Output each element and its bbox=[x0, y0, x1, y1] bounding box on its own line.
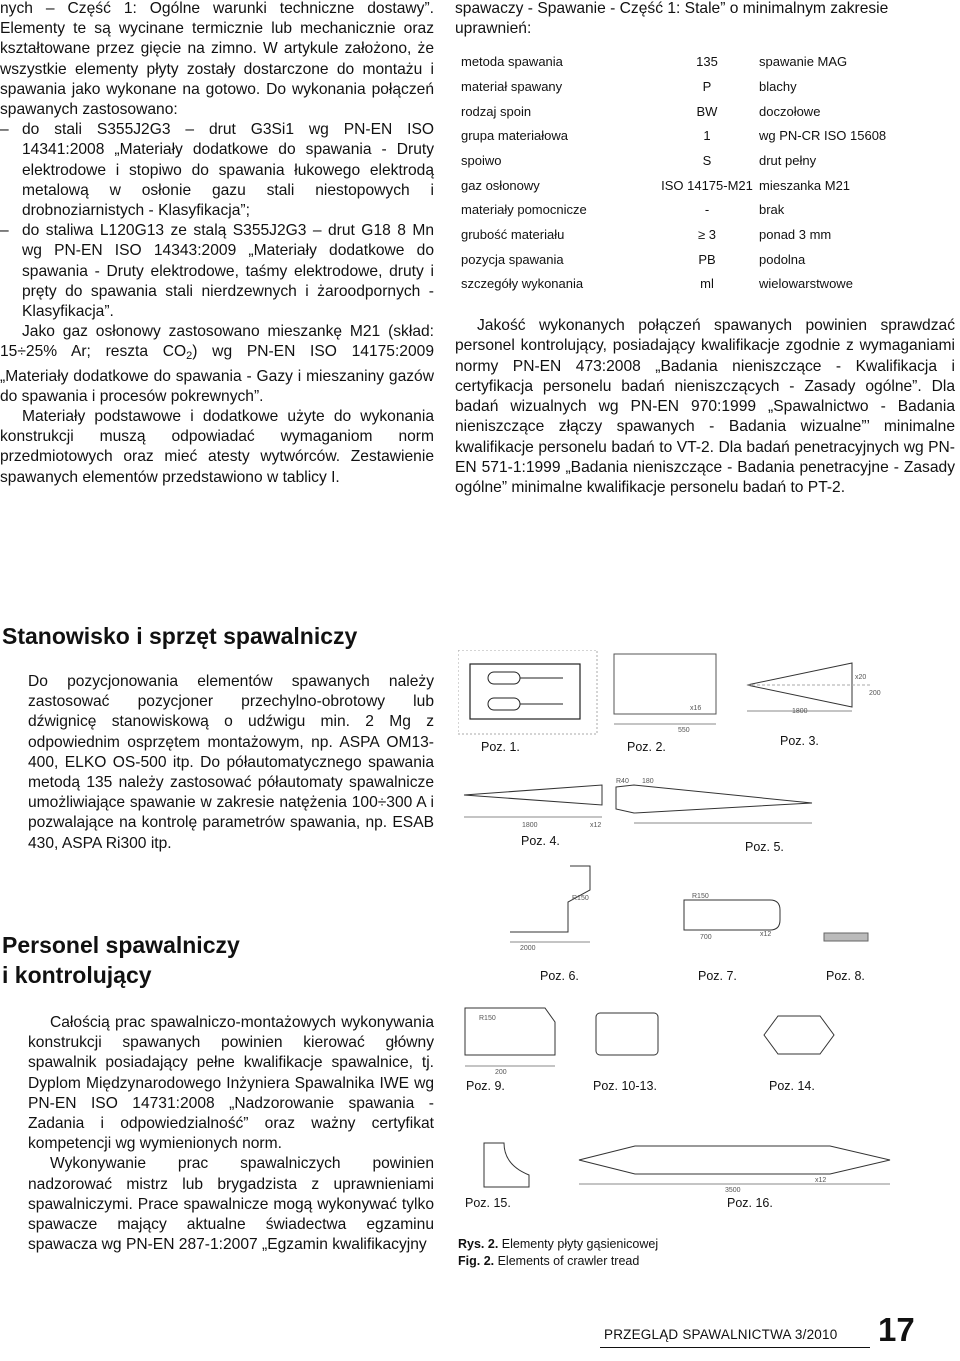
list-item: – do stali S355J2G3 – drut G3Si1 wg PN-EN ISO 14341:2008 „Materiały dodatkowe do spawania - Druty elektrodowe i stopiwo do spawania łukowego elektrodą metalową w osłonie gazu stali niestopowych i drobnoziarnistych - Klasyfikacja”; bbox=[0, 120, 434, 221]
figure-label: Poz. 1. bbox=[481, 740, 520, 754]
table-row bbox=[461, 49, 949, 74]
table-cell: metoda spawania bbox=[461, 54, 563, 70]
text-span: Jako gaz osłonowy zastosowano mieszankę M21 (skład: 15÷25% Ar; reszta CO bbox=[0, 323, 434, 361]
table-cell: ≥ 3 bbox=[698, 227, 716, 243]
dimension-label: x20 bbox=[855, 674, 867, 681]
table-row bbox=[461, 198, 949, 223]
table-cell: PB bbox=[698, 251, 716, 267]
drawing-poz-7 bbox=[680, 890, 790, 940]
caption-text: Elements of crawler tread bbox=[494, 1254, 640, 1268]
list-item: – do staliwa L120G13 ze stalą S355J2G3 – drut G18 8 Mn wg PN-EN ISO 14343:2009 „Materiały dodatkowe do spawania - Druty elektrodowe, taśmy elektrodowe, druty i pręty do spawania stali nierdzewnych i żaroodpornych - Klasyfikacja”. bbox=[0, 221, 434, 322]
figure-label: Poz. 6. bbox=[540, 969, 579, 983]
dimension-label: R150 bbox=[692, 893, 709, 900]
dimension-label: R150 bbox=[572, 895, 589, 902]
footer-rule bbox=[600, 1347, 870, 1348]
table-cell: ml bbox=[700, 276, 714, 292]
drawing-poz-8 bbox=[822, 930, 872, 944]
drawing-poz-15 bbox=[474, 1135, 554, 1195]
figure-label: Poz. 7. bbox=[698, 969, 737, 983]
table-cell: brak bbox=[759, 202, 785, 218]
table-cell: 1 bbox=[703, 128, 711, 144]
table-cell: BW bbox=[696, 103, 718, 119]
drawing-poz-6 bbox=[490, 860, 600, 950]
figure-label: Poz. 10-13. bbox=[593, 1079, 657, 1093]
subscript: 2 bbox=[186, 350, 193, 363]
dimension-label: 1800 bbox=[792, 708, 808, 715]
personnel-section bbox=[28, 1013, 434, 1255]
figure-label: Poz. 2. bbox=[627, 740, 666, 754]
text-span: ) wg PN-EN ISO 14175:2009 „Materiały dodatkowe do spawania - Gazy i mieszaniny gazów do spawania i procesów pokrewnych”. bbox=[0, 343, 434, 405]
table-row bbox=[461, 173, 949, 198]
station-section bbox=[28, 672, 434, 854]
drawing-poz-1 bbox=[458, 650, 598, 735]
table-cell: materiał spawany bbox=[461, 78, 563, 94]
dimension-label: R150 bbox=[479, 1015, 496, 1022]
section-heading: Stanowisko i sprzęt spawalniczy bbox=[2, 623, 358, 649]
dimension-label: x12 bbox=[760, 931, 772, 938]
table-cell: doczołowe bbox=[759, 103, 821, 119]
table-cell: ISO 14175-M21 bbox=[661, 177, 753, 193]
figure-label: Poz. 4. bbox=[521, 834, 560, 848]
table-cell: mieszanka M21 bbox=[759, 177, 851, 193]
table-row bbox=[461, 99, 949, 124]
figure-label: Poz. 5. bbox=[745, 840, 784, 854]
paragraph: Jakość wykonanych połączeń spawanych powinien sprawdzać personel kontrolujący, posiadający kwalifikacje zgodnie z wymaganiami normy PN-EN 473:2008 „Badania nieniszczące - Kwalifikacja i certyfikacja personelu badań nieniszczących - Zasady ogólne”. Dla badań wizualnych wg PN-EN 970:1999 „Spawalnictwo - Badania nieniszczące złączy spawanych - Badania wizualne”’ minimalne kwalifikacje personelu badań to VT-2. Dla badań penetracyjnych wg PN-EN 571-1:1999 „Badania nieniszczące - Badania penetracyjne - Zasady ogólne” minimalne kwalifikacje personelu badań to PT-2. bbox=[455, 317, 955, 496]
table-row bbox=[461, 148, 949, 173]
table-cell: - bbox=[704, 202, 710, 218]
dimension-label: 200 bbox=[869, 690, 881, 697]
caption-label: Rys. 2. bbox=[458, 1237, 499, 1251]
drawing-poz-14 bbox=[760, 1010, 840, 1060]
table-cell: blachy bbox=[759, 78, 797, 94]
dimension-label: R40 bbox=[616, 778, 629, 785]
dimension-label: 1800 bbox=[522, 822, 538, 829]
dimension-label: x12 bbox=[815, 1177, 827, 1184]
table-cell: gaz osłonowy bbox=[461, 177, 540, 193]
table-cell: wg PN-CR ISO 15608 bbox=[759, 128, 887, 144]
qualification-table bbox=[461, 49, 949, 296]
table-cell: spoiwo bbox=[461, 153, 502, 168]
figure-label: Poz. 9. bbox=[466, 1079, 505, 1093]
journal-title: PRZEGLĄD SPAWALNICTWA 3/2010 bbox=[604, 1327, 838, 1342]
dimension-label: 700 bbox=[700, 934, 712, 940]
table-cell: S bbox=[702, 153, 712, 168]
table-row bbox=[461, 247, 949, 272]
section-heading: Personel spawalniczy bbox=[2, 932, 240, 958]
drawing-poz-3 bbox=[742, 655, 882, 715]
paragraph bbox=[0, 322, 434, 407]
dimension-label: 200 bbox=[495, 1069, 507, 1075]
table-cell: grupa materiałowa bbox=[461, 128, 568, 144]
figure-label: Poz. 8. bbox=[826, 969, 865, 983]
paragraph: Całością prac spawalniczo-montażowych wykonywania konstrukcji spawanych powinien kierować główny spawalnik posiadający pełne kwalifikacje spawalnice, tj. Dyplom Międzynarodowego Inżyniera Spawalnika IWE wg PN-EN ISO 14731:2008 „Nadzorowanie spawania - Zadania i odpowiedzialność” oraz ważny certyfikat kompetencji wg wymienionych norm. bbox=[28, 1014, 434, 1153]
table-row bbox=[461, 123, 949, 148]
caption-label: Fig. 2. bbox=[458, 1254, 495, 1268]
drawing-poz-4 bbox=[462, 775, 612, 830]
paragraph: Wykonywanie prac spawalniczych powinien nadzorować mistrz lub brygadzista z uprawnieniami spawalniczymi. Prace spawalnicze mogą wykonywać tylko spawacze mający aktualne świadectwa egzaminu spawacza wg PN-EN 287-1:2007 „Egzamin kwalifikacyjny bbox=[28, 1155, 434, 1254]
table-cell: spawanie MAG bbox=[759, 54, 848, 70]
table-cell: rodzaj spoin bbox=[461, 103, 532, 119]
dimension-label: 180 bbox=[642, 778, 654, 785]
table-row bbox=[461, 222, 949, 247]
paragraph: Materiały podstawowe i dodatkowe użyte do wykonania konstrukcji muszą odpowiadać wymaganiom norm przedmiotowych oraz mieć atesty wytwórców. Zestawienie spawanych elementów przedstawiono w tablicy I. bbox=[0, 408, 434, 486]
page-number: 17 bbox=[878, 1311, 915, 1348]
caption-text: Elementy płyty gąsienicowej bbox=[498, 1237, 659, 1251]
figure-caption bbox=[458, 1253, 639, 1270]
figure-label: Poz. 14. bbox=[769, 1079, 815, 1093]
table-cell: pozycja spawania bbox=[461, 251, 564, 267]
dimension-label: x16 bbox=[690, 705, 702, 712]
table-cell: drut pełny bbox=[759, 153, 817, 168]
dimension-label: 550 bbox=[678, 727, 690, 734]
table-cell: wielowarstwowe bbox=[759, 276, 853, 292]
dimension-label: 2000 bbox=[520, 945, 536, 950]
table-cell: szczegóły wykonania bbox=[461, 276, 584, 292]
paragraph: nych – Część 1: Ogólne warunki techniczne dostawy”. Elementy te są wycinane termicznie lub mechanicznie oraz kształtowane przez gięcie na zimno. W artykule założono, że wszystkie elementy płyty zostały dostarczone do montażu i spawania jako wykonane na gotowo. Do wykonania połączeń spawanych zastosowano: bbox=[0, 0, 434, 119]
drawing-poz-16 bbox=[575, 1138, 900, 1193]
table-cell: 135 bbox=[696, 54, 718, 70]
table-cell: ponad 3 mm bbox=[759, 227, 832, 243]
table-cell: podolna bbox=[759, 251, 806, 267]
table-row bbox=[461, 272, 949, 297]
paragraph: Do pozycjonowania elementów spawanych należy zastosować pozycjoner przechylno-obrotowy lub dźwignicę stanowiskową o udźwigu min. 2 Mg z odpowiednim osprzętem montażowym, np. ASPA OM13-400, ELKO OS-500 itp. Do półautomatycznego spawania metodą 135 należy zastosować półautomaty spawalnicze umożliwiające spawanie w zakresie natężenia 100÷300 A i pozwalające na kontrolę parametrów spawania, np. ESAB 430, ASPA Ri300 itp. bbox=[28, 673, 434, 852]
table-cell: P bbox=[702, 78, 712, 94]
drawing-poz-9 bbox=[455, 1000, 570, 1075]
figure-label: Poz. 16. bbox=[727, 1196, 773, 1210]
left-column bbox=[0, 0, 434, 488]
figure-caption bbox=[458, 1236, 658, 1253]
table-cell: materiały pomocnicze bbox=[461, 202, 587, 218]
figure-label: Poz. 3. bbox=[780, 734, 819, 748]
dimension-label: x12 bbox=[590, 822, 602, 829]
section-heading: i kontrolujący bbox=[2, 962, 152, 988]
figure-label: Poz. 15. bbox=[465, 1196, 511, 1210]
table-cell: grubość materiału bbox=[461, 227, 565, 243]
drawing-poz-10-13 bbox=[590, 1005, 670, 1067]
drawing-poz-5 bbox=[612, 775, 822, 835]
table-row bbox=[461, 74, 949, 99]
paragraph: spawaczy - Spawanie - Część 1: Stale” o minimalnym zakresie uprawnień: bbox=[455, 0, 889, 38]
drawing-poz-2 bbox=[608, 648, 728, 734]
dimension-label: 3500 bbox=[725, 1187, 741, 1193]
right-column bbox=[455, 0, 955, 498]
